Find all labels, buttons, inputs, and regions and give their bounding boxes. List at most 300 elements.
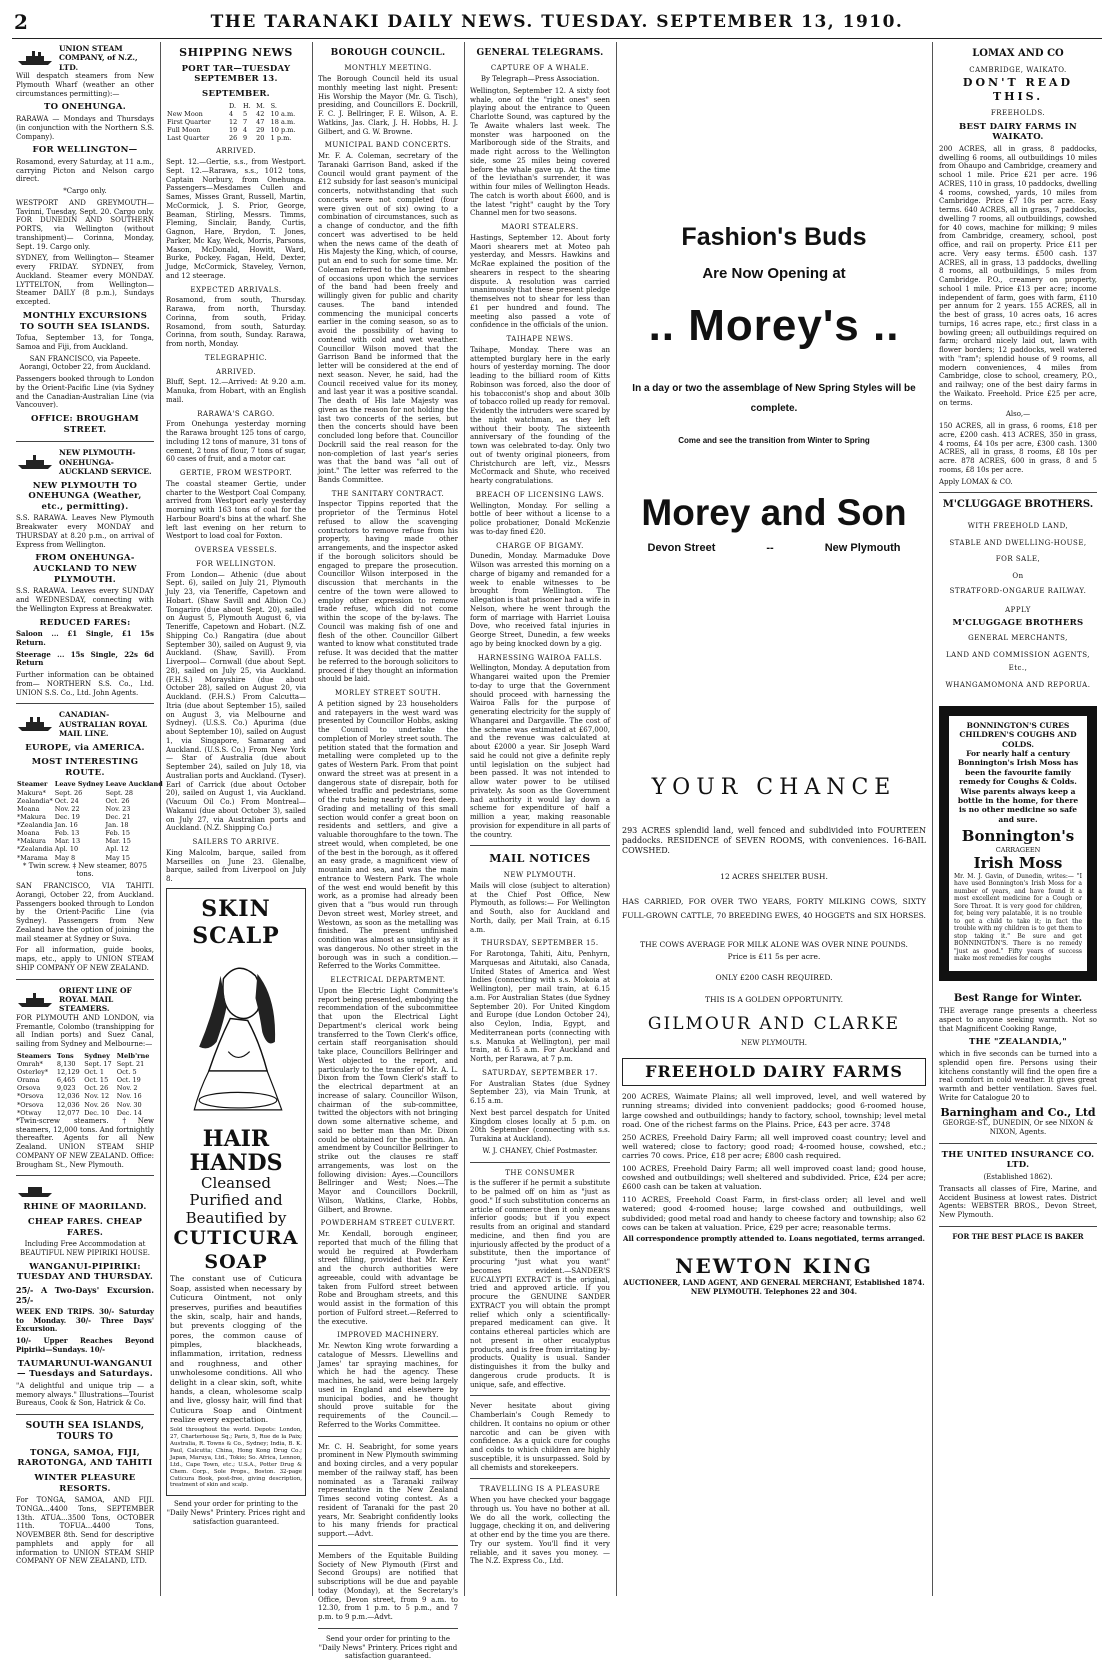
table-row [16,1068,154,1076]
column-rule [464,42,465,1596]
table-cell: Jan. 16 [54,821,78,829]
divider [939,1143,1097,1144]
taumarunui-heading: TAUMARUNUI-WANGANUI— Tuesdays and Saturdays. [17,1358,153,1380]
masthead [0,10,1114,34]
chaney-signature: W. J. CHANEY, Chief Postmaster. [482,1146,598,1155]
table-cell: Mar. 13 [54,837,81,846]
sf-more-text: For all information, guide books, maps, etc., apply to UNION STEAM SHIP COMPANY OF NEW ZEALAND. [16,946,154,972]
now-opening-text: Are Now Opening at [702,265,846,283]
divider [318,1436,458,1437]
steamship-icon [16,992,56,1008]
table-row [16,813,164,821]
table-cell: Jan. 18 [105,821,129,829]
steamship-icon [16,50,56,66]
westport-text: WESTPORT AND GREYMOUTH—Tavinni, Tuesday, Sept. 20. Cargo only. FOR DUNEDIN AND SOUTHERN PORTS, via Wellington (without transhipment)— Corinna, Monday, Sept. 19. Cargo only. [16,198,154,251]
delight-text: "A delightful and unique trip — a memory always." Illustrations—Tourist Bureaus, Cook & Son, Hatrick & Co. [16,1381,154,1408]
np-text: S.S. RARAWA. Leaves New Plymouth Breakwater every MONDAY and THURSDAY at 8.20 p.m., on arrival of Express from Wellington. [16,514,154,549]
morley-text: A petition signed by 23 householders and ratepayers in the west ward was presented by Councillor Hobbs, asking the Council to undertake the completion of Morley street south. The petition stated that the formation and metalling were completed up to the gates of Western Park. From that point onward the street was at present in a dangerous state of disrepair, both for wheeled traffic and pedestrians, some of the ruts being nearly two feet deep. Grading and metalling of this small section would confer a great boon on residents and settlers, and give a valuable thoroughfare to the town. The street would, when completed, be one of the best in the borough, as it offered an easy grade, a magnificent view of mountain and sea, and was the main entrance to Western Park. The whole of the west end would benefit by this work, as a promise had already been given that a "bus would run through Devon street west, Morley street, and Westown, as soon as the metalling was finished. The present unfinished condition was almost as unsightly as it was dangerous. No other street in the borough was in such a condition.—Referred to the Works Committee. [318,699,458,971]
bigamy-text: Dunedin, Monday. Marmaduke Dove Wilson was arrested this morning on a charge of bigamy and remanded for a week to enable witnesses to be brought from Wellington. The allegation is that prisoner had a wife in Nelson, where he went through the form of marriage with Harriet Louisa Dove, who received fatal injuries in George Street, Dunedin, a few weeks ago by being knocked down by a gig. [470,552,610,648]
taihape-heading: TAIHAPE NEWS. [506,335,574,343]
column-2-shipping-news [162,44,310,1594]
printing-notice: Send your order for printing to the "Daily News" Printery. Prices right and satisfaction guaranteed. [318,1634,458,1661]
orient-text: FOR PLYMOUTH AND LONDON, via Fremantle, Colombo (transhipping for all Indian ports) and Suez Canal, sailing from Sydney and Melbourne:— [16,1013,154,1048]
cuticura-soap-heading: CUTICURA SOAP [173,1226,299,1273]
fare-25: 25/- A Two-Days' Excursion. 25/- [16,1284,154,1305]
newton-king-heading: NEWTON KING [675,1254,873,1279]
bonningtons-testimonial: Mr. M. J. Gavin, of Dunedin, writes:— "I have used Bonnington's Irish Moss for a number of years, and have found it a most excellent medicine for a Cough or Sore Throat. It is very good for children, for, being very palatable, it is no trouble to get a child to take it; in fact the trouble with my children is to get them to stop taking it." Be sure and get BONNINGTON'S. There is no remedy "just as good." Fifty years of success make most remedies for coughs [954,872,1082,963]
expected-heading: EXPECTED ARRIVALS. [190,285,282,294]
rarawa-cargo-text: From Onehunga yesterday morning the Rarawa brought 125 tons of cargo, including 12 tons of manure, 31 tons of cement, 2 tons of flour, 7 tons of sugar, 60 cases of fruit, and a motor car. [166,420,306,464]
meeting-intro: The Borough Council held its usual monthly meeting last night. Present: His Worship the Mayor (Mr. G. Tisch), presiding, and Councillors E. Dockrill, F. C. J. Bellringer, F. E. Wilson, A. E. Watkins, Jas. Clark, J. H. Hobbs, H. J. Gilbert, and G. W. Browne. [318,75,458,136]
telegraphic-heading: TELEGRAPHIC. [204,353,268,362]
table-cell: *Zealandia [17,845,53,854]
table-cell: Moana [17,804,40,813]
for-wellington: FOR WELLINGTON. [196,559,276,568]
table-cell: Nov. 12 [84,1092,110,1101]
consumer-heading: THE CONSUMER [505,1168,575,1177]
table-cell: Feb. 13 [54,829,80,838]
overseas-heading: OVERSEA VESSELS. [194,546,278,554]
powderham-text: Mr. Kendall, borough engineer, reported that much of the filling that would be required at Powderham street filling, provided that Mr. Kerr and the church authorities were agreeable, could with advantage be taken from Fulford street between Robe and Brougham streets, and this would assist in the formation of this portion of Fulford street.—Referred to the executive. [318,1230,458,1326]
table-row [166,126,306,134]
office-heading: OFFICE: BROUGHAM STREET. [31,414,139,435]
table-cell: *Makura [17,812,46,821]
fares-steerage: Steerage ... 15s Single, 22s 6d Return [16,649,154,668]
moreys-heading: .. Morey's .. [648,301,900,350]
table-row [16,845,164,853]
table-row [16,821,164,829]
skin-scalp-heading: SKIN SCALP [192,895,280,950]
union-intro: Will despatch steamers from New Plymouth Wharf (weather an other circumstances permitting):— [16,72,154,98]
column-4-telegrams [466,44,614,1594]
spring-styles-text: In a day or two the assemblage of New Spring Styles will be complete. [632,383,916,414]
table-cell: 29 [256,126,265,134]
your-chance-heading: YOUR CHANCE [651,775,897,801]
powderham-heading: POWDERHAM STREET CULVERT. [320,1219,456,1228]
table-row [16,805,164,813]
from-onehunga-text: S.S. RARAWA. Leaves every SUNDAY and WEDNESDAY, connecting with the Wellington Express at Breakwater. [16,587,154,613]
table-cell: Sept. 28 [105,788,133,797]
table-header [16,1052,154,1060]
price-text: Price is £11 5s per acre. [727,951,821,961]
np-subheading: NEW PLYMOUTH TO ONEHUNGA (Weather, etc., permitting). [28,480,142,512]
table-cell: Melb'rne [116,1051,150,1060]
table-cell: Nov. 22 [54,804,80,813]
sailers-heading: SAILERS TO ARRIVE. [192,838,280,846]
table-cell: Oct. 5 [116,1068,137,1076]
table-cell: Nov. 2 [116,1084,138,1093]
table-cell: 4 [229,109,234,118]
table-cell: M. [256,101,265,110]
table-row [16,837,164,845]
farm-110: 110 ACRES, Freehold Coast Farm, in first-class order; all level and well watered; good 4-roomed house; large cowshed and outbuildings, well subdivided; good metal road and handy to cheese factory and township; also 62 cows can be taken at valuation. Price, £29 per acre; reasonable terms. [622,1194,926,1232]
winter-resorts-heading: WINTER PLEASURE RESORTS. [34,1472,136,1494]
bonningtons-heading: BONNINGTON'S CURES CHILDREN'S COUGHS AND COLDS. [959,720,1077,749]
column-3-borough-council [314,44,462,1661]
divider [16,441,154,442]
sanfran-text: SAN FRANCISCO, via Papeete. Aorangi, October 22, from Auckland. [19,354,151,372]
arrived-text: Sept. 12.—Gertie, s.s., from Westport. Sept. 12.—Rarawa, s.s., 1012 tons, Captain Norbury, from Onehunga. Passengers—Mesdames Cullen and Sames, Misses Grant, Russell, Martin, McCormick, J. S. Prior, George, Beaman, Stirling, Messrs. Timms, Fleming, Sinclair, Bandy, Curtis, Gagnon, Hare, Brydon, T. Jones, Parker, Mc Kay, Weck, Morris, Parsons, Mason, McDonald, Howitt, Ward, Burke, Pockey, Fagan, Held, Dexter, Judge, McCormick, Staveley, Vernon, and 12 steerage. [166,158,306,280]
mcluggage-brothers: M'CLUGGAGE BROTHERS [952,618,1084,629]
devon-street: Devon Street [647,542,716,555]
bottom-advert: FOR THE BEST PLACE IS BAKER [952,1231,1084,1241]
united-text: Transacts all classes of Fire, Marine, and Accident Business at lowest rates. District Agents: WEBSTER BROS., Devon Street, New Plymouth. [939,1184,1097,1219]
cleansed-subheading: Cleansed Purified and Beautified by [185,1174,287,1227]
thursday-heading: THURSDAY, SEPTEMBER 15. [481,939,599,948]
table-cell: Nov. 23 [105,804,131,813]
table-cell: 19 [229,126,238,134]
divider [939,492,1097,493]
hair-hands-heading: HAIR HANDS [189,1125,283,1176]
best-range-heading: Best Range for Winter. [953,992,1083,1004]
table-cell: Oct. 15 [84,1076,109,1085]
equitable-text: Members of the Equitable Building Society of New Plymouth (First and Second Groups) are notified that subscriptions will be due and payable today (Monday), at the Secretary's Office, Devon street, from 9 a.m. to 12.30, from 1 p.m. to 5 p.m., and 7 p.m. to 9 p.m.—Advt. [318,1551,458,1621]
lomax-sub: CAMBRIDGE, WAIKATO. [969,65,1067,74]
band-text: Mr. F. A. Coleman, secretary of the Taranaki Garrison Band, asked if the Council would grant payment of the £12 subsidy for last season's municipal concerts, notwithstanding that such concerts were not completed (four were given out of six) owing to a combination of circumstances, such as a change of conductor, and the fifth concert was advertised to be held when the news came of the death of His Majesty the King, which, of course, put an end to such for some time. Mr. Coleman referred to the large number of occasions upon which the services of the band had been freely and willingly given for public and charity causes. The band intended commencing the municipal concerts earlier in the coming season, so as to avoid the possibility of having to contend with cold and wet weather. Councillor Wilson moved that the Garrison Band be informed that the letter will be considered at the end of next season. Never, he said, had the Council received value for its money, and last year it was a positive scandal. The death of His late Majesty was given as the reason for not holding the last two concerts of the series, but then the concerts should have been concluded long before that. Councillor Dockrill said the real reason for the non-completion of last year's series was that the band was "all out of joint." The letter was referred to the Bands Committee. [318,152,458,484]
morey-and-son-heading: Morey and Son [641,492,907,534]
shipping-news-heading: SHIPPING NEWS [179,46,293,59]
table-cell: Oct. 1 [84,1068,105,1076]
table-cell: Apl. 10 [54,845,79,854]
table-cell: May 8 [54,853,76,862]
overseas-text: From London— Athenic (due about Sept. 6), sailed on July 21, Plymouth July 23, via Teneriffe, Capetown and Hobart. (Shaw Savill and Albion Co.) Tongariro (due about Sept. 20), sailed on August 5, Plymouth August 6, via Teneriffe, Capetown and Hobart. (N.Z. Shipping Co.) Rangatira (due about September 30), sailed on August 9, via Auckland. (Shaw, Savill). From Liverpool— Cornwall (due about Sept. 28), sailed on July 25, via Auckland. (F.H.S.) Morayshire (due about October 28), sailed on August 20, via Auckland. (F.H.S.) From Calcutta— Itria (due about September 15), sailed on August 3, via Melbourne and Sydney). (U.S.S. Co.) Apurima (due about September 10), sailed on August 1, via Singapore, Samarang and Auckland. (U.S.S. Co.) From New York— Star of Australia (due about September 24), sailed on July 18, via Australian ports and Auckland. (Tyser). Earl of Carrick (due about October 20), sailed on August 1, via Auckland. (Vacuum Oil Co.) From Montreal— Wakanui (due about October 3), sailed on July 27, via Australian ports and Auckland. (N.Z. Shipping Co.) [166,570,306,833]
table-cell: 7 [242,117,248,126]
onehunga-heading: TO ONEHUNGA. [44,102,126,113]
table-row [16,1084,154,1092]
table-cell: 26 [229,134,238,143]
table-cell: Sept. 21 [116,1059,145,1068]
tofua-text: Tofua, September 13, for Tonga, Samoa and Fiji, from Auckland. [16,334,154,351]
mail-text: Mails will close (subject to alteration) at the Chief Post Office, New Plymouth, as follows:— For Wellington and South, also for Auckland and North, daily, per Mail Train, at 6.15 a.m. [470,881,610,934]
stable-dwelling: STABLE AND DWELLING-HOUSE, [949,538,1087,547]
table-row [166,110,306,118]
rarawa-text: RARAWA — Mondays and Thursdays (in conjunction with the Northern S.S. Company). [16,115,154,141]
sanitary-text: Inspector Tippins reported that the proprietor of the Terminus Hotel refused to allow the scavenging contractors to remove refuse from his property, having made other arrangements, and the inspector asked if the borough solicitors should be engaged to prepare the prosecution. Councillor Wilson interposed in the discussion that merchants in the centre of the town were allowed to employ other expression to remove trade refuse, which did not come within the scope of the by-laws. The Council was making fish of one and flesh of the other. Councillor Gilbert wanted to know what constituted trade refuse. It was decided that the matter be referred to the borough solicitors to proceed if they thought an information should be laid. [318,500,458,684]
gertie-text: The coastal steamer Gertie, under charter to the Westport Coal Company, arrived from Westport early yesterday morning with 163 tons of coal for the Harbour Board's bins at the wharf. She left last evening on her return to Westport to load coal for Foxton. [166,479,306,541]
borough-council-heading: BOROUGH COUNCIL. [330,48,446,58]
table-row [166,134,306,142]
band-heading: MUNICIPAL BAND CONCERTS. [324,141,452,150]
apply-text: APPLY [1005,605,1031,614]
arrived-heading: ARRIVED. [215,147,257,156]
also-text: Also,— [1005,410,1031,419]
table-row [16,1101,154,1109]
table-row [16,789,164,797]
table-cell: 6,465 [56,1076,76,1085]
cuticura-text: The constant use of Cuticura Soap, assisted when necessary by Cuticura Ointment, not only preserves, purifies and beautifies the skin, scalp, hair and hands, but prevents clogging of the pores, the common cause of pimples, blackheads, inflammation, irritation, redness and roughness, and other unwholesome conditions. All who delight in a clear skin, soft, white hands, a clean, wholesome scalp and live, glossy hair, will find that Cuticura Soap and Ointment realize every expectation. [170,1274,302,1424]
table-cell: Full Moon [167,126,201,134]
rarawa-cargo-heading: RARAWA'S CARGO. [197,409,275,418]
table-cell: Dec. 19 [54,812,80,821]
fares-saloon: Saloon ... £1 Single, £1 15s Return. [16,629,154,647]
farm-250: 250 ACRES, Freehold Dairy Farm; all well improved coast country; level and well watered; close to factory; good road; 4-roomed house, cowshed, etc.; carries 70 cows. Price, £18 per acre; £800 cash required. [622,1132,926,1161]
table-cell: Last Quarter [167,134,210,143]
mail-notices-heading: MAIL NOTICES [489,852,591,866]
whale-text: Wellington, September 12. A sixty foot whale, one of the "right ones" seen playing about the entrance to Queen Charlotte Sound, was captured by the Te Awaite whalers last week. The monster was harpooned on the Marlborough side of the Straits, and made right across to the Wellington side, some 25 miles being covered before the whale gave up. At the time of the leviathan's surrender, it was within four miles of Wellington Heads. The catch is worth about £600, and is the latest "right" caught by the Tory Channel men for two seasons. [470,86,610,218]
new-plymouth: New Plymouth [824,542,901,555]
steamship-icon [16,716,56,732]
golden-text: THIS IS A GOLDEN OPPORTUNITY. [705,994,843,1004]
machinery-heading: IMPROVED MACHINERY. [337,1331,439,1340]
gilmour-clarke-heading: GILMOUR AND CLARKE [647,1014,901,1035]
telegraphic-arrived: ARRIVED. [215,367,257,376]
south-sea-heading: SOUTH SEA ISLANDS, TOURS TO [25,1421,145,1443]
canadian-subheading: EUROPE, via AMERICA. [25,742,145,753]
cheap-fares: CHEAP FARES. CHEAP FARES. [27,1216,143,1238]
wairoa-text: Wellington, Monday. A deputation from Whangarei waited upon the Premier to-day to urge that the Government should proceed with harnessing the Wairoa Falls for the purpose of generating electricity for the supply of Whangarei and Dargaville. The cost of the scheme was estimated at £67,000, and the revenue was calculated at about £2000 a year. Sir Joseph Ward said he could not give a definite reply until legislation on the subject had been passed. It was not intended to allow water power to be utilised privately. As soon as the Government had authority it would lay down a scheme for expenditure of half a million a year, making reasonable provision for expenditure in all parts of the country. [470,664,610,839]
on-text: On [1012,572,1024,580]
table-cell: Sept. 26 [54,788,83,797]
morley-heading: MORLEY STREET SOUTH. [334,689,442,697]
taihape-text: Taihape, Monday. There was an attempted burglary here in the early hours of yesterday morning. The door leading to the billiard room of Kitts Robinson was forced, also the door of his tobacconist's shop and about 30lb of tobacco rolled up ready for removal. Evidently the intruders were scared by the night watchman, as they left without their booty. The sixteenth anniversary of the founding of the town was celebrated to-day. Only two out of twenty original pioneers, from Christchurch are left, viz., Messrs McCormack and Shute, who received hearty congratulations. [470,345,610,485]
licensing-text: Wellington, Monday. For selling a bottle of beer without a license to a police probationer, Donald McKenzie was to-day fined £20. [470,501,610,536]
saturday-text: For Australian States (due Sydney September 23), via Main Trunk, at 6.15 a.m. [470,1079,610,1105]
lomax-heading: LOMAX AND CO [972,48,1064,59]
divider [470,845,610,846]
divider [470,1478,610,1479]
divider [939,1226,1097,1227]
south-sea-subheading: TONGA, SAMOA, FIJI, RAROTONGA, AND TAHITI [17,1447,153,1469]
table-cell: *Makura [17,837,46,846]
table-row [16,1092,154,1100]
bonningtons-brand: Bonnington's [961,827,1075,845]
dont-read-heading: DON'T READ THIS. [962,76,1074,103]
table-cell: Mar. 15 [105,837,131,846]
come-and-see-text: Come and see the transition from Winter to Spring [678,436,870,445]
divider [16,1414,154,1415]
table-cell: Sept. 17 [84,1059,112,1068]
table-cell: New Moon [167,109,203,118]
lomax-list: 200 ACRES, all in grass, 8 paddocks, dwelling 6 rooms, all outbuildings 10 miles from Ohaupo and Cambridge, creamery and school 1 mile. Price £21 per acre. 196 ACRES, 110 in grass, 10 paddocks, dwelling 4 rooms, cowshed, yards, 10 miles from Cambridge. Price £7 10s per acre. Easy terms. 640 ACRES, all in grass, 7 paddocks, dwelling 7 rooms, all outbuildings, cowshed for 40 cows, machine for milking; 9 miles from Cambridge, creamery, school, post office, and rail on property. Price £11 per acre. Very easy terms. £500 cash. 137 ACRES, all in grass, 13 paddocks, dwelling 8 rooms, all outbuildings, 5 miles from Cambridge. P.O., creamery on property, school 1 mile. Price £13 per acre; income independent of farm, goes with farm, £110 per annum for 2 years. 155 ACRES, all in the best of grass, 10 acres oats, 16 acres turnips, 16 acres rape, etc.; first class in a bowling green; all outbuildings required on farm; orchard nicely laid out, lawn with flower borders; 12 paddocks, well watered with "ram"; splendid house of 9 rooms, all modern conveniences, 4 miles from Cambridge, close to school, creamery, P.O., and railway; one of the best dairy farms in the Waikato. Freehold. Price £25 per acre, on terms. [939,144,1097,407]
winter-text: For TONGA, SAMOA, AND FIJI. TONGA...4400 Tons, SEPTEMBER 13th. ATUA...3500 Tons, OCTOBER 11th. TOFUA...4400 Tons, NOVEMBER 8th. Send for descriptive pamphlets and apply for all information to UNION STEAM SHIP COMPANY OF NEW ZEALAND, LTD. [16,1496,154,1566]
table-cell: Nov. 30 [116,1100,142,1109]
table-header [16,780,164,788]
table-cell: Apl. 12 [105,845,129,854]
column-rule [932,42,933,1596]
table-cell: 4 [242,126,248,134]
electrical-text: Upon the Electric Light Committee's report being presented, embodying the recommendation of the subcommittee that upon the Electrical Light Department's clerical work being transferred to the Town Clerk's office, certain staff reorganisation should take place, Councillors Bellringer and West objected to the report, and particularly to the transfer of Mr. A. L. Dixon from the Town Clerk's staff to the electrical department at an increase of salary. Councillor Wilson, chairman of the sub-committee, twitted the objectors with not bringing down some alternative scheme, and said no better man than Mr. Dixon could be obtained for the position. An amendment by Councillor Bellringer to strike out the clauses re staff arrangements, was lost on the following division: Ayes.—Councillors Bellringer and West; Noes.—The Mayor and Councillors Dockrill, Wilson, Watkins, Clarke, Hobbs, Gilbert, and Browne. [318,986,458,1214]
table-cell: Dec. 10 [84,1108,110,1117]
table-cell: Orsova [17,1084,41,1093]
table-cell: Osterley* [17,1068,49,1076]
table-cell: *Otway [17,1108,42,1117]
table-cell: Tons [56,1051,74,1060]
port-date: PORT TAR—TUESDAY SEPTEMBER 13. [181,63,291,85]
land-agents: LAND AND COMMISSION AGENTS, [945,650,1091,659]
farm-100: 100 ACRES, Freehold Dairy Farm; all well improved coast land; good house, cowshed and outbuildings; well sheltered and subdivided. Price, £24 per acre; £600 cash can be taken at valuation. [622,1163,926,1192]
page-number: 2 [14,10,28,34]
rhine-heading: RHINE OF MAORILAND. [23,1202,147,1213]
cheap-text: Including Free Accommodation at BEAUTIFUL NEW PIPIRIKI HOUSE. [19,1240,150,1257]
table-cell: 10 a.m. [270,109,296,118]
table-cell: Moana [17,829,40,838]
carrageen-text: CARRAGEEN [995,845,1041,854]
for-sale: FOR SALE, [995,555,1041,564]
table-cell: Zealandia* [17,796,53,805]
column-rule [312,42,313,1596]
moon-heading: SEPTEMBER. [202,89,270,99]
table-cell: 12,036 [56,1092,80,1101]
table-cell: 47 [256,117,265,126]
table-row [16,1076,154,1084]
travel-text: When you have checked your baggage through us. You have no bother at all. We do all the work, collecting the luggage, checking it on, and delivering at other end by the time you are there. Try our system. You'll find it very reliable, and it saves you money. — The N.Z. Express Co., Ltd. [470,1496,610,1566]
canadian-heading: CANADIAN-AUSTRALIAN ROYAL MAIL LINE. [59,710,148,739]
newton-king-sub: AUCTIONEER, LAND AGENT, AND GENERAL MERCHANT, Established 1874. NEW PLYMOUTH. Telephones 22 and 304. [623,1278,925,1296]
sanitary-heading: THE SANITARY CONTRACT. [331,489,445,498]
press-association: By Telegraph—Press Association. [480,75,600,83]
freehold-dairy-heading: FREEHOLD DAIRY FARMS [622,1058,926,1086]
shelter-bush: 12 ACRES SHELTER BUSH. [720,871,828,881]
electrical-heading: ELECTRICAL DEPARTMENT. [330,976,446,984]
table-row [166,118,306,126]
table-cell: Leave Auckland [105,780,163,789]
fare-10: 10/- Upper Reaches Beyond Pipiriki—Sundays. 10/- [16,1336,154,1354]
table-row [16,1109,154,1117]
address-dashes: -- [766,542,774,555]
wellington-heading: FOR WELLINGTON— [32,145,138,156]
freeholds-heading: FREEHOLDS. [990,108,1046,117]
divider [318,1628,458,1629]
canadian-notes: * Twin screw. ‡ New steamer, 8075 tons. [22,861,148,879]
table-cell: S. [270,101,277,110]
table-cell: 8,130 [56,1059,76,1068]
union-header: UNION STEAM COMPANY, of N.Z., LTD. [59,44,138,72]
table-cell: Oct. 19 [116,1076,141,1085]
column-5-display-ads [618,44,930,1594]
best-dairy-heading: BEST DAIRY FARMS IN WAIKATO. [958,121,1077,143]
table-cell: *Orsova [17,1100,44,1109]
farm-200: 200 ACRES, Waimate Plains; all well improved, level, and well watered by running streams; divided into convenient paddocks; good 6-roomed house, large cowshed and outbuildings; handy to factory, school, township; level metal road. One of the richest farms on the Plains. Price, £43 per acre. 3748 [622,1092,926,1130]
table-cell: Nov. 16 [116,1092,142,1101]
bonningtons-advert [939,706,1097,981]
divider [16,1175,154,1176]
range-text: THE average range presents a cheerless aspect to anyone seeking warmth. Not so that Magnificent Cooking Range, [939,1007,1097,1033]
table-cell: *Zealandia [17,821,53,829]
chamberlain-text: Never hesitate about giving Chamberlain's Cough Remedy to children. It contains no opium or other narcotic and can be given with confidence. As a quick cure for coughs and colds to which children are highly susceptible, it is unsurpassed. Sold by all chemists and storekeepers. [470,1402,610,1472]
whale-heading: CAPTURE OF A WHALE. [490,64,590,73]
canadian-route: MOST INTERESTING ROUTE. [31,757,139,778]
machinery-text: Mr. Newton King wrote forwarding a catalogue of Messrs. Llewellins and James' tar spraying machines, for which he had the agency. These machines, he said, were being largely used in England and elsewhere by municipal bodies, and he thought should prove suitable for the requirements of the Council.—Referred to the Works Committee. [318,1342,458,1429]
divider [318,1545,458,1546]
column-1-shipping-ads [12,44,163,1594]
steamer-illustration-icon [16,1182,56,1198]
table-cell [166,102,228,110]
thursday-text: For Rarotonga, Tahiti, Aitu, Penhyrn, Marquesas and Aitutaki, also Canada, United States of America and West Indies (connecting with s.s. Mokoia at Wellington), per mail train, at 6.15 a.m. For Australian States (due Sydney September 20). For United Kingdom and Europe (due London October 24), also Ceylon, India, Egypt, and Mediterranean ports (connecting with s.s. Manuka at Wellington), per mail train, at 6.15 a.m. For Auckland and North, per Rarawa, at 7 p.m. [470,950,610,1063]
sydney-text: SYDNEY, from Wellington— Steamer every FRIDAY. SYDNEY, from Auckland. Steamer every MONDAY. LYTTELTON, from Wellington— Steamer DAILY (8 p.m.), Sundays excepted. [16,254,154,307]
wanganui-heading: WANGANUI-PIPIRIKI: TUESDAY AND THURSDAY. [16,1261,154,1283]
seabright-text: Mr. C. H. Seabright, for some years prominent in New Plymouth swimming and boxing circles, and a very popular member of the railway staff, has been nominated as a Taranaki railway representative in the New Zealand Times second voting contest. As a resident of Taranaki for the past 20 years, Mr. Seabright confidently looks to his many friends for practical support.—Advt. [318,1442,458,1538]
table-cell: Oct. 26 [105,796,130,805]
table-row [16,854,164,862]
cuticura-fine-print: Sold throughout the world. Depots: London, 27, Charterhouse Sq.; Paris, 5, Rue de la Paix; Australia, R. Towns & Co., Sydney; India, B. K. Paul, Calcutta; China, Hong Kong Drug Co.; Japan, Maruya, Ltd., Tokio; So. Africa, Lennon, Ltd., Cape Town, etc.; U.S.A., Potter Drug & Chem. Corp., Sole Props., Boston. 32-page Cuticura Book, post-free, giving description, treatment of skin and scalp. [170,1427,302,1489]
printing-notice: Send your order for printing to the "Daily News" Printery. Prices right and satisfaction guaranteed. [166,1500,306,1526]
fashion-buds-heading: Fashion's Buds [681,223,867,251]
table-cell: Oct. 26 [84,1084,109,1093]
gilmour-np: NEW PLYMOUTH. [741,1039,807,1048]
orient-schedule [16,1052,154,1117]
consumer-text: is the sufferer if he permit a substitute to be palmed off on him as "just as good." If such substitution concerns an article of commerce then it only means inferior goods; but if you expect results from an original and standard medicine, and then find you are injuriously affected by the product of a substitute, then the importance of procuring "just what you want" becomes evident.—SANDER'S EUCALYPTI EXTRACT is the original, tried and approved article. If you procure the GENUINE SANDER EXTRACT you will obtain the prompt relief which only a scientifically-prepared medicament can give. It contains ethereal particles which are not present in other eucalyptus products, and is free from irritating by-products. Quality is usual. Sander distinguishes it from the bulky and dangerous crude products. It is unique, safe, and effective. [470,1179,610,1389]
orient-heading: ORIENT LINE OF ROYAL MAIL STEAMERS. [59,985,132,1014]
table-cell: Orama [17,1076,40,1085]
table-cell: Oct. 24 [54,796,79,805]
table-cell: 9 [242,134,248,143]
irish-moss: Irish Moss [973,853,1063,872]
merchants-text: GENERAL MERCHANTS, [968,633,1068,642]
newspaper-title: THE TARANAKI DAILY NEWS. TUESDAY. SEPTEMBER 13, 1910. [210,12,904,32]
lomax-also: 150 ACRES, all in grass, 6 rooms, £18 per acre, £200 cash. 413 ACRES, 350 in grass, 4 rooms, £4 10s per acre, £300 cash. 1300 ACRES, all in grass, 8 rooms, £8 10s per acre. 878 ACRES, 600 in grass, 8 and 5 rooms, £8 10s per acre. [939,422,1097,474]
bigamy-heading: CHARGE OF BIGAMY. [496,541,584,550]
fares-heading: REDUCED FARES: [39,617,131,628]
saturday-heading: SATURDAY, SEPTEMBER 17. [482,1068,598,1077]
passengers-text: Passengers booked through to London by the Orient-Pacific Line (via Sydney and the Canadian-Australian Line (via Vancouver). [16,375,154,410]
cargo-only: *Cargo only. [63,187,107,196]
morey-address [622,542,926,556]
table-cell: *Marama [17,853,48,862]
masthead-rule [12,38,1102,39]
table-cell: H. [242,101,251,110]
carried-text: HAS CARRIED, FOR OVER TWO YEARS, FORTY MILKING COWS, SIXTY FULL-GROWN CATTLE, 70 BREEDING EWES, 40 HOGGETS and SIX HORSES. [622,897,926,921]
from-onehunga-heading: FROM ONEHUNGA-AUCKLAND TO NEW PLYMOUTH. [33,553,137,585]
bonningtons-text: For nearly half a century Bonnington's Irish Moss has been the favourite family remedy for Coughs & Colds. Wise parents always keep a bottle in the home, for there is no other medicine so safe and sure. [957,749,1079,824]
orient-notes: *Twin-screw steamers. †New steamers, 12,000 tons. And fortnightly thereafter. Agents for all New Zealand. UNION STEAM SHIP COMPANY OF NEW ZEALAND. Office: Brougham St., New Plymouth. [16,1116,154,1169]
table-cell: 5 [242,109,248,118]
expected-text: Rosamond, from south, Thursday. Rarawa, from north, Thursday. Corinna, from south, Friday. Rosamond, from south, Saturday. Corinna, from south, Sunday. Rarawa, from north, Monday. [166,296,306,348]
travel-heading: TRAVELLING IS A PLEASURE [479,1485,601,1494]
divider [16,703,154,704]
monthly-meeting-heading: MONTHLY MEETING. [344,64,432,73]
column-6-land-ads [935,44,1101,1594]
table-cell: 12 [229,117,238,126]
mcluggage-heading: M'CLUGGAGE BROTHERS. [942,499,1094,511]
table-cell: Steamers [17,1051,52,1060]
licensing-heading: BREACH OF LICENSING LAWS. [475,490,605,499]
canadian-schedule [16,780,164,861]
table-cell: Feb. 15 [105,829,131,838]
gertie-heading: GERTIE, FROM WESTPORT. [179,469,293,477]
divider [470,1162,610,1163]
moon-phases-table [166,102,306,143]
table-header [166,102,306,110]
divider [470,1395,610,1396]
stratford-text: STRATFORD-ONGARUE RAILWAY. [949,586,1087,595]
zealandia-heading: THE "ZEALANDIA," [969,1037,1067,1048]
table-cell: Dec. 21 [105,812,131,821]
whangamomona-text: WHANGAMOMONA AND REPORUA. [945,681,1091,690]
barningham-address: GEORGE-ST., DUNEDIN, Or see NIXON & NIXON, Agents. [942,1119,1094,1136]
acres-293-text: 293 ACRES splendid land, well fenced and subdivided into FOURTEEN paddocks. RESIDENCE of SEVEN ROOMS, with conveniences. 16-BAIL COWSHED. [622,825,926,855]
divider [16,979,154,980]
correspondence-text: All correspondence promptly attended to. Loans negotiated, terms arranged. [623,1234,925,1244]
established-text: (Established 1862). [983,1173,1053,1181]
united-insurance-heading: THE UNITED INSURANCE CO. LTD. [941,1149,1095,1171]
rosamond-text: Rosamond, every Saturday, at 11 a.m., carrying Picton and Nelson cargo direct. [16,157,154,184]
with-freehold: WITH FREEHOLD LAND, [967,521,1069,530]
table-cell: 1 p.m. [270,134,292,143]
barningham-heading: Barningham and Co., Ltd [940,1105,1096,1119]
table-cell: D. [229,101,237,110]
table-row [16,1060,154,1068]
table-row [16,829,164,837]
monthly-heading: MONTHLY EXCURSIONS TO SOUTH SEA ISLANDS. [19,310,151,332]
lomax-apply: Apply LOMAX & CO. [939,477,1013,486]
table-cell: Leave Sydney [54,780,104,789]
table-cell: Omrah* [17,1059,43,1068]
cash-text: ONLY £200 CASH REQUIRED. [715,973,833,983]
fare-30: WEEK END TRIPS. 30/- Saturday to Monday. 30/- Three Days' Excursion. [16,1306,154,1334]
np-heading: NEW PLYMOUTH-ONEHUNGA-AUCKLAND SERVICE. [59,448,152,477]
table-cell: 20 [256,134,265,143]
table-row [16,797,164,805]
